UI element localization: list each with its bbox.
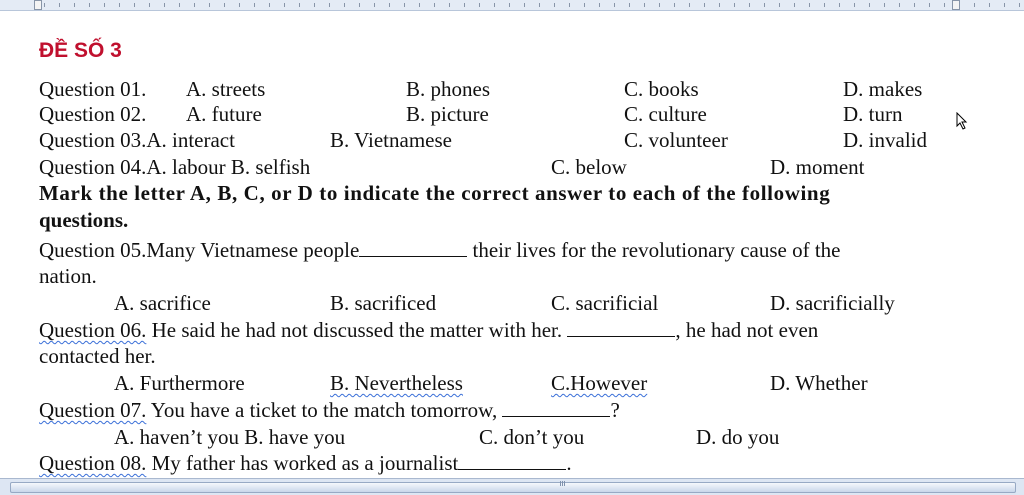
answer-blank: [502, 398, 610, 417]
question-text: He said he had not discussed the matter with her.: [146, 318, 568, 342]
ruler-tick: [839, 3, 840, 7]
ruler-tick: [929, 3, 930, 7]
ruler-tick: [614, 3, 615, 7]
option-a: A. Furthermore: [114, 371, 245, 395]
ruler-tick: [809, 3, 810, 7]
ruler-tick: [134, 3, 135, 7]
ruler-tick: [569, 3, 570, 7]
option-d: D. moment: [770, 155, 865, 179]
ruler-tick: [509, 3, 510, 7]
ruler-tick: [164, 3, 165, 7]
option-c: C. don’t you: [479, 425, 585, 449]
ruler-tick: [494, 3, 495, 7]
ruler-tick: [89, 3, 90, 7]
ruler-tick: [824, 3, 825, 7]
option-b: B. Nevertheless: [330, 371, 463, 395]
question-05-line-2: nation.: [39, 264, 97, 288]
instruction-line-2: questions.: [39, 208, 129, 232]
ruler-tick: [974, 3, 975, 7]
question-label: Question 06.: [39, 318, 147, 342]
ruler-tick: [449, 3, 450, 7]
left-indent-marker[interactable]: [34, 0, 42, 10]
ruler-tick: [464, 3, 465, 7]
ruler-tick: [734, 3, 735, 7]
option-d: D. makes: [843, 77, 923, 101]
document-page: [0, 11, 1024, 478]
question-text-end: their lives for the revolutionary cause of the: [467, 238, 841, 262]
ruler-tick: [239, 3, 240, 7]
ruler-tick: [704, 3, 705, 7]
ruler-tick: [179, 3, 180, 7]
ruler-tick: [584, 3, 585, 7]
question-label: Question 08.: [39, 451, 147, 475]
question-text-end: .: [566, 451, 572, 475]
option-d: D. turn: [843, 102, 903, 126]
ruler-tick: [194, 3, 195, 7]
ruler-tick: [479, 3, 480, 7]
horizontal-scrollbar[interactable]: [0, 478, 1024, 495]
ruler-tick: [1019, 3, 1020, 7]
ruler-tick: [389, 3, 390, 7]
question-06-line-2: contacted her.: [39, 344, 156, 368]
ruler-tick: [884, 3, 885, 7]
option-d: D. sacrificially: [770, 291, 895, 315]
ruler-tick: [1004, 3, 1005, 7]
question-text: You have a ticket to the match tomorrow,: [146, 398, 503, 422]
question-08: [39, 451, 572, 475]
option-c: C. books: [624, 77, 699, 101]
ruler-tick: [854, 3, 855, 7]
ruler-tick: [224, 3, 225, 7]
ruler-tick: [149, 3, 150, 7]
ruler-tick: [944, 3, 945, 7]
ruler-tick: [539, 3, 540, 7]
ruler-tick: [914, 3, 915, 7]
ruler-tick: [689, 3, 690, 7]
ruler-tick: [719, 3, 720, 7]
ruler-tick: [359, 3, 360, 7]
ruler-tick: [629, 3, 630, 7]
option-c: C. below: [551, 155, 627, 179]
ruler-tick: [524, 3, 525, 7]
instruction-line-1: Mark the letter A, B, C, or D to indicate the correct answer to each of the following: [39, 181, 831, 205]
ruler-tick: [419, 3, 420, 7]
ruler-tick: [299, 3, 300, 7]
ruler-tick: [59, 3, 60, 7]
ruler-tick: [209, 3, 210, 7]
scrollbar-thumb[interactable]: [10, 482, 1016, 493]
question-text: Question 05.Many Vietnamese people: [39, 238, 360, 262]
option-d: D. do you: [696, 425, 780, 449]
option-c: C. sacrificial: [551, 291, 659, 315]
scrollbar-grip-icon: [560, 481, 566, 486]
ruler-tick: [269, 3, 270, 7]
ruler-tick: [374, 3, 375, 7]
ruler-tick: [404, 3, 405, 7]
question-05: [39, 238, 840, 262]
option-d: D. invalid: [843, 128, 927, 152]
ruler-tick: [284, 3, 285, 7]
option-c: C. volunteer: [624, 128, 728, 152]
option-b: B. sacrificed: [330, 291, 437, 315]
document-title: ĐỀ SỐ 3: [39, 39, 122, 62]
question-06: [39, 318, 818, 342]
option-b: B. Vietnamese: [330, 128, 452, 152]
ruler-tick: [959, 3, 960, 7]
ruler-tick: [599, 3, 600, 7]
question-label: Question 07.: [39, 398, 147, 422]
question-label-options-ab: Question 04.A. labour B. selfish: [39, 155, 311, 179]
question-label-option-a: Question 03.A. interact: [39, 128, 235, 152]
ruler-tick: [779, 3, 780, 7]
question-text: My father has worked as a journalist: [146, 451, 459, 475]
option-a: A. sacrifice: [114, 291, 211, 315]
ruler-tick: [74, 3, 75, 7]
ruler-tick: [554, 3, 555, 7]
ruler-tick: [329, 3, 330, 7]
ruler-tick: [104, 3, 105, 7]
ruler-tick: [644, 3, 645, 7]
option-b: B. phones: [406, 77, 490, 101]
question-label: Question 01.: [39, 77, 147, 101]
option-c: C.However: [551, 371, 648, 395]
question-text-end: , he had not even: [675, 318, 819, 342]
option-d: D. Whether: [770, 371, 868, 395]
ruler-tick: [674, 3, 675, 7]
ruler-tick: [869, 3, 870, 7]
option-a: A. streets: [186, 77, 266, 101]
question-07: [39, 398, 620, 422]
ruler-tick: [119, 3, 120, 7]
ruler-tick: [434, 3, 435, 7]
ruler-tick: [44, 3, 45, 7]
ruler-tick: [794, 3, 795, 7]
option-a-b: A. haven’t you B. have you: [114, 425, 346, 449]
option-b: B. picture: [406, 102, 489, 126]
option-c: C. culture: [624, 102, 707, 126]
ruler-tick: [764, 3, 765, 7]
ruler-tick: [899, 3, 900, 7]
ruler-tick: [314, 3, 315, 7]
ruler-tick: [659, 3, 660, 7]
ruler-tick: [989, 3, 990, 7]
answer-blank: [458, 451, 566, 470]
question-text-end: ?: [610, 398, 620, 422]
horizontal-ruler[interactable]: [0, 0, 1024, 11]
ruler-tick: [749, 3, 750, 7]
ruler-tick: [344, 3, 345, 7]
ruler-tick: [254, 3, 255, 7]
answer-blank: [567, 318, 675, 337]
answer-blank: [359, 238, 467, 257]
mouse-pointer-icon: [956, 112, 968, 130]
option-a: A. future: [186, 102, 262, 126]
question-label: Question 02.: [39, 102, 147, 126]
